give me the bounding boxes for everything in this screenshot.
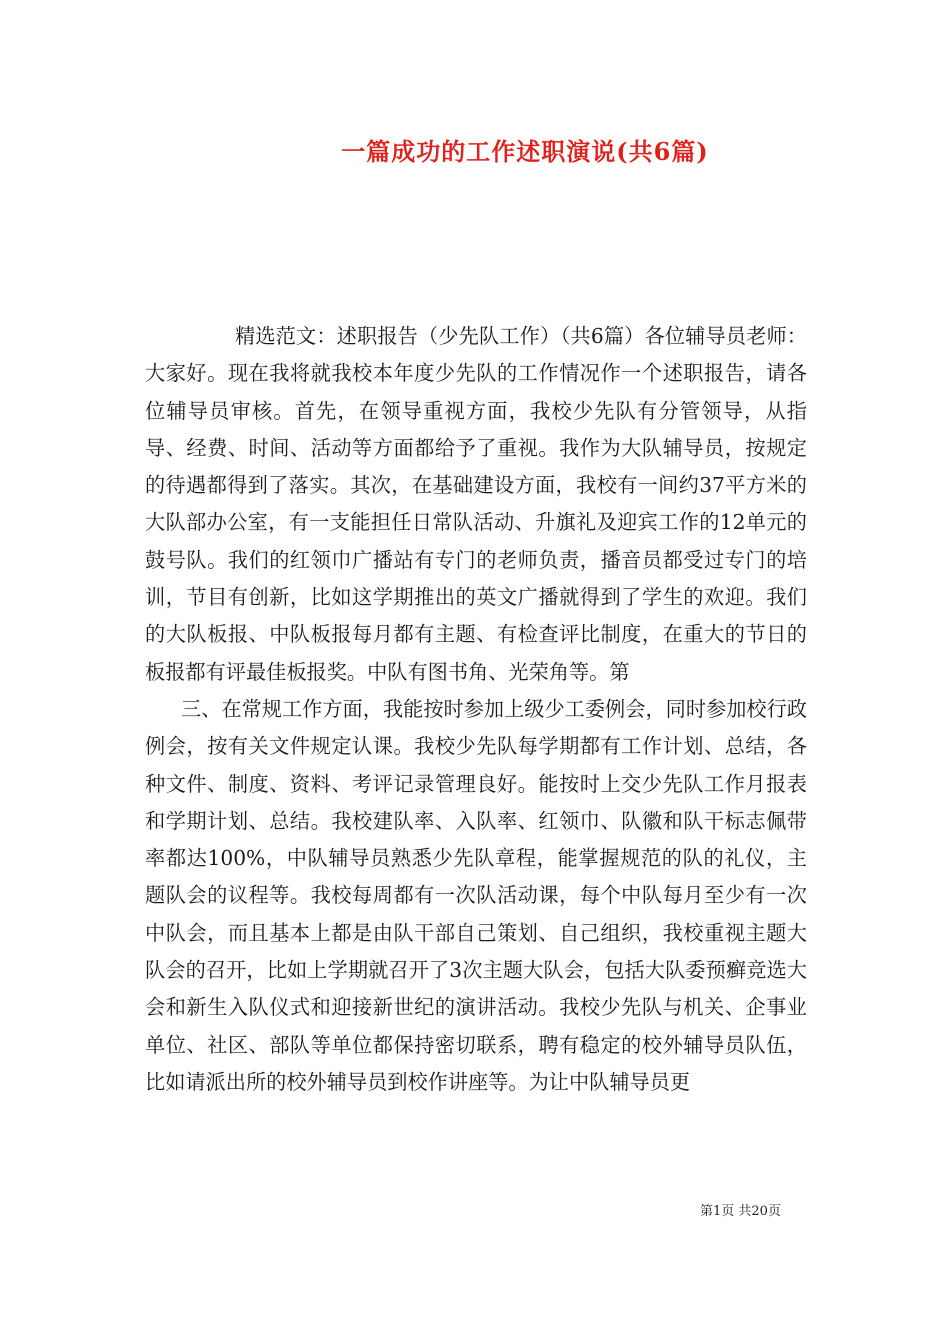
paragraph-1: 精选范文：述职报告（少先队工作）（共6篇）各位辅导员老师：大家好。现在我将就我校本年度少先队的工作情况作一个述职报告，请各位辅导员审核。首先，在领导重视方面，我校少先队有分管领导，从指导、经费、时间、活动等方面都给予了重视。我作为大队辅导员，按规定的待遇都得到了落实。其次，在基础建设方面，我校有一间约37平方米的大队部办公室，有一支能担任日常队活动、升旗礼及迎宾工作的12单元的鼓号队。我们的红领巾广播站有专门的老师负责，播音员都受过专门的培训，节目有创新，比如这学期推出的英文广播就得到了学生的欢迎。我们的大队板报、中队板报每月都有主题、有检查评比制度，在重大的节日的板报都有评最佳板报奖。中队有图书角、光荣角等。第 bbox=[145, 324, 807, 684]
document-title: 一篇成功的工作述职演说(共6篇) bbox=[341, 137, 709, 166]
document-body bbox=[145, 318, 807, 1101]
page-number-footer: 第1页 共20页 bbox=[700, 1204, 781, 1219]
paragraph-2: 三、在常规工作方面，我能按时参加上级少工委例会，同时参加校行政例会，按有关文件规定认课。我校少先队每学期都有工作计划、总结，各种文件、制度、资料、考评记录管理良好。能按时上交少先队工作月报表和学期计划、总结。我校建队率、入队率、红领巾、队徽和队干标志佩带率都达100%，中队辅导员熟悉少先队章程，能掌握规范的队的礼仪，主题队会的议程等。我校每周都有一次队活动课，每个中队每月至少有一次中队会，而且基本上都是由队干部自己策划、自己组织，我校重视主题大队会的召开，比如上学期就召开了3次主题大队会，包括大队委预癣竞选大会和新生入队仪式和迎接新世纪的演讲活动。我校少先队与机关、企事业单位、社区、部队等单位都保持密切联系，聘有稳定的校外辅导员队伍，比如请派出所的校外辅导员到校作讲座等。为让中队辅导员更 bbox=[145, 696, 807, 1094]
